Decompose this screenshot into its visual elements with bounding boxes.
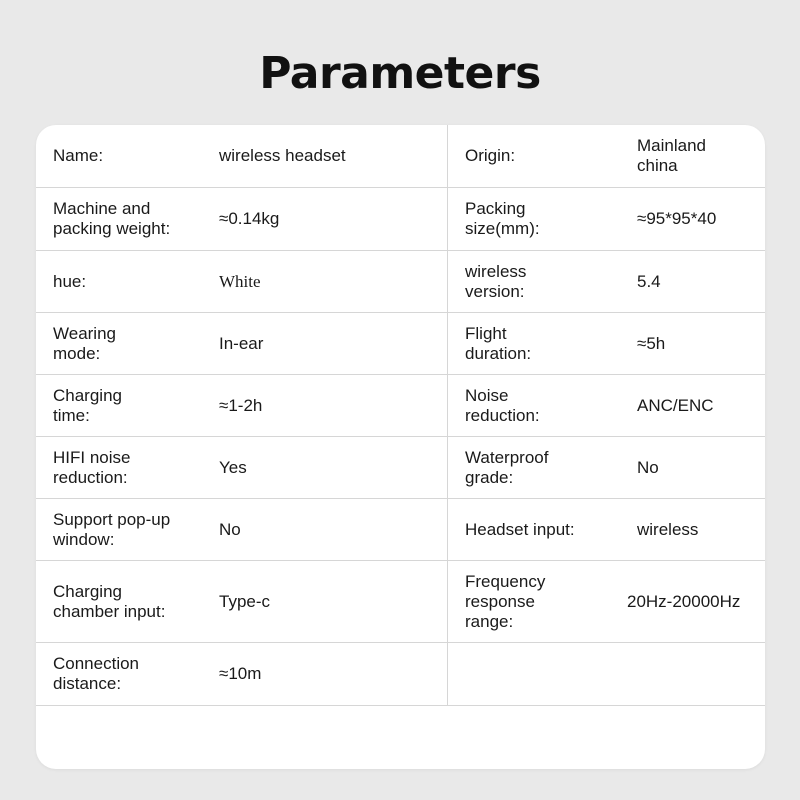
- param-key: Machine and packing weight:: [53, 199, 171, 238]
- param-value: [637, 643, 762, 705]
- param-value: ≈10m: [219, 664, 262, 683]
- table-row: [36, 125, 765, 188]
- param-key: Frequency response range:: [465, 571, 546, 631]
- param-key: Charging chamber input:: [53, 581, 166, 621]
- param-value: ANC/ENC: [637, 395, 714, 415]
- param-value: ≈0.14kg: [219, 209, 280, 228]
- table-row: [36, 561, 765, 643]
- param-value: No: [219, 519, 241, 539]
- table-row: [36, 643, 765, 706]
- param-value: White: [219, 271, 261, 291]
- param-key: Origin:: [465, 146, 516, 165]
- param-value: ≈95*95*40: [637, 209, 717, 228]
- param-value: Mainland china: [637, 136, 706, 175]
- page-title: Parameters: [259, 48, 541, 99]
- param-key: Charging time:: [53, 385, 122, 425]
- param-value: In-ear: [219, 333, 264, 353]
- parameters-table: [36, 125, 765, 769]
- table-row: [36, 437, 765, 499]
- table-row: [36, 188, 765, 251]
- param-key: Connection distance:: [53, 654, 140, 693]
- table-row: [36, 499, 765, 561]
- param-key: Support pop-up window:: [53, 509, 171, 549]
- param-value: 20Hz-20000Hz: [627, 591, 741, 611]
- param-value: Type-c: [219, 591, 271, 611]
- param-key: HIFI noise reduction:: [53, 447, 131, 487]
- param-key: [465, 643, 615, 705]
- param-key: Wearing mode:: [53, 323, 116, 363]
- param-key: Waterproof grade:: [465, 447, 549, 487]
- param-key: Packing size(mm):: [465, 199, 540, 238]
- param-key: Noise reduction:: [465, 385, 540, 425]
- param-key: hue:: [53, 271, 87, 291]
- param-value: ≈1-2h: [219, 395, 263, 415]
- param-value: 5.4: [637, 271, 661, 291]
- param-key: Flight duration:: [465, 323, 532, 363]
- param-value: ≈5h: [637, 333, 666, 353]
- param-value: wireless: [637, 519, 699, 539]
- param-value: Yes: [219, 457, 247, 477]
- param-value: wireless headset: [219, 146, 346, 165]
- table-row: [36, 251, 765, 313]
- table-row: [36, 313, 765, 375]
- param-key: wireless version:: [465, 261, 527, 301]
- param-key: Headset input:: [465, 519, 575, 539]
- table-row: [36, 375, 765, 437]
- param-key: Name:: [53, 146, 104, 165]
- param-value: No: [637, 457, 659, 477]
